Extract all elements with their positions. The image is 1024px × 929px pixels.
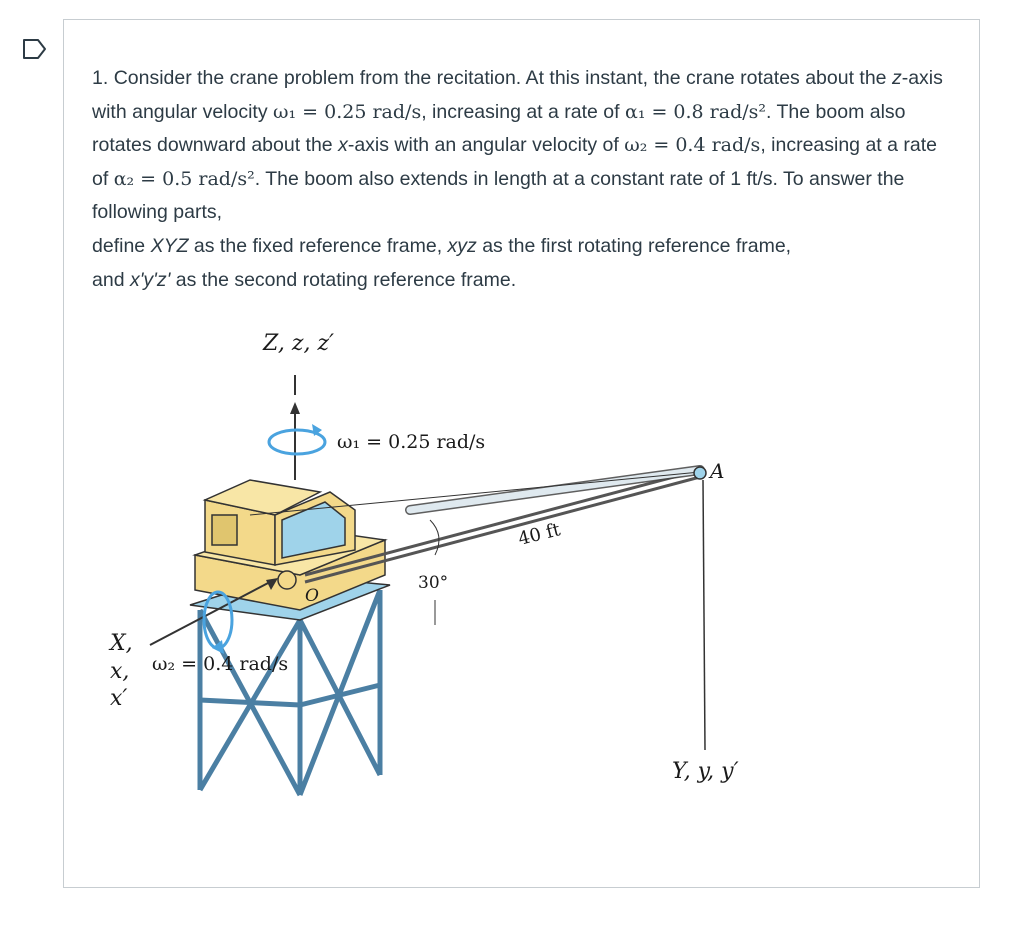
x-axis-label-2: x, xyxy=(110,659,130,684)
boom-length-label: 40 ft xyxy=(516,519,563,550)
x-axis-label-1: X, xyxy=(110,631,133,656)
angle-label: 30° xyxy=(418,573,449,593)
question-text-part: and xyxy=(92,268,130,291)
omega1-equation: ω₁ = 0.25 rad/s xyxy=(273,100,422,123)
omega2-equation: ω₂ = 0.4 rad/s xyxy=(624,134,761,157)
z-axis-label: Z, z, z′ xyxy=(263,331,335,356)
x-axis-symbol: x xyxy=(338,134,348,157)
crane-tower xyxy=(200,590,380,795)
question-text-part: -axis with an angular velocity of xyxy=(347,134,625,157)
question-text-part: , increasing at a rate of xyxy=(421,100,625,123)
question-text-part: define xyxy=(92,234,151,257)
first-frame-symbol: xyz xyxy=(447,234,477,257)
omega1-rotation-icon xyxy=(269,424,325,454)
question-text-part: -axis with angular velocity xyxy=(92,67,943,123)
omega1-label: ω₁ = 0.25 rad/s xyxy=(337,431,486,453)
question-text-part: Consider the crane problem from the recitation. At this instant, the crane rotates about the xyxy=(113,67,892,89)
crane-figure xyxy=(100,320,780,800)
z-axis-symbol: z xyxy=(891,67,902,89)
question-text-part: . The boom also extends in length at a constant rate of 1 ft/s. To answer the following parts, xyxy=(92,167,905,224)
question-text-part: as the fixed reference frame, xyxy=(188,234,448,257)
question-text-part: as the second rotating reference frame. xyxy=(170,268,517,291)
point-a-label: A xyxy=(710,459,725,483)
question-text xyxy=(92,62,952,297)
omega2-label: ω₂ = 0.4 rad/s xyxy=(152,653,289,675)
origin-label: O xyxy=(305,586,319,606)
question-number: 1. xyxy=(92,67,109,89)
x-axis-label-3: x′ xyxy=(110,686,128,711)
question-text-part: , increasing at a rate of xyxy=(92,134,937,190)
vertical-drop-line xyxy=(703,480,705,750)
fixed-frame-symbol: XYZ xyxy=(150,234,189,257)
alpha2-equation: α₂ = 0.5 rad/s² xyxy=(113,167,255,190)
flag-icon[interactable] xyxy=(22,38,48,60)
boom-pivot xyxy=(278,571,296,589)
y-axis-label: Y, y, y′ xyxy=(672,759,739,784)
question-text-part: as the first rotating reference frame, xyxy=(476,234,792,257)
z-axis-line xyxy=(290,375,300,480)
second-frame-symbol: x'y'z' xyxy=(129,268,171,291)
question-text-part: . The boom also rotates downward about the xyxy=(92,100,906,157)
alpha1-equation: α₁ = 0.8 rad/s² xyxy=(624,100,767,123)
